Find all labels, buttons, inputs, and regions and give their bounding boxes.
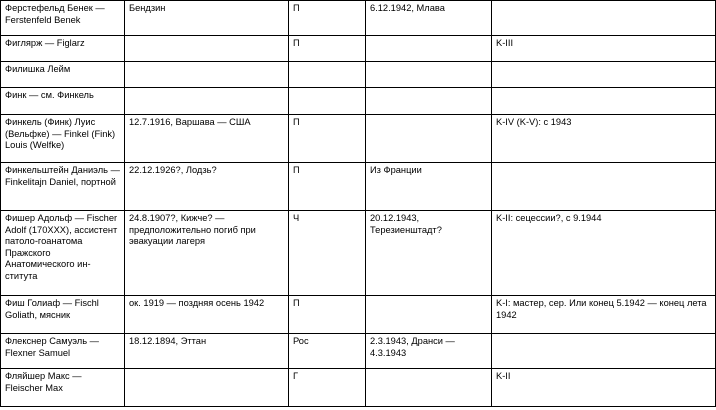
cell-category: Рос [289,334,366,369]
table-row [1,36,716,62]
cell-category: П [289,163,366,211]
cell-arrival [366,369,492,407]
cell-arrival: 20.12.1943, Терезиенштадт? [366,211,492,296]
cell-notes [492,88,716,115]
cell-name: Филишка Лейм [1,62,125,88]
table-row [1,334,716,369]
cell-category: П [289,296,366,334]
cell-birth [125,36,289,62]
cell-arrival: 2.3.1943, Дранси — 4.3.1943 [366,334,492,369]
cell-category [289,88,366,115]
cell-notes: K-II [492,369,716,407]
cell-name: Финкельштейн Даниэль — Finkelitajn Daniel, портной [1,163,125,211]
cell-arrival [366,62,492,88]
cell-category: П [289,36,366,62]
cell-category: Ч [289,211,366,296]
cell-birth: 18.12.1894, Эттан [125,334,289,369]
cell-birth: 24.8.1907?, Кижче? — предположительно погиб при эвакуации лагеря [125,211,289,296]
cell-birth [125,62,289,88]
table-row [1,88,716,115]
cell-notes: K-II: сецессии?, с 9.1944 [492,211,716,296]
cell-name: Финк — см. Финкель [1,88,125,115]
cell-arrival: Из Франции [366,163,492,211]
cell-notes [492,163,716,211]
cell-name: Ферстефельд Бенек — Ferstenfeld Benek [1,1,125,36]
cell-notes [492,334,716,369]
cell-birth: 12.7.1916, Варшава — США [125,115,289,163]
table-row [1,115,716,163]
cell-notes: K-I: мастер, сер. Или конец 5.1942 — конец лета 1942 [492,296,716,334]
table-row [1,1,716,36]
cell-birth [125,369,289,407]
cell-arrival [366,296,492,334]
cell-birth: Бендзин [125,1,289,36]
cell-name: Фляйшер Макс — Fleischer Max [1,369,125,407]
cell-notes: K-IV (K-V): с 1943 [492,115,716,163]
cell-notes: K-III [492,36,716,62]
table-row [1,296,716,334]
cell-arrival [366,88,492,115]
table-row [1,369,716,407]
cell-category: П [289,115,366,163]
cell-notes [492,1,716,36]
cell-name: Фишер Адольф — Fischer Adolf (170XXX), ассистент патоло-гоанатома Пражского Анатомического ин-ститута [1,211,125,296]
table-row [1,163,716,211]
table-row [1,211,716,296]
cell-name: Финкель (Финк) Луис (Вельфке) — Finkel (Fink) Louis (Welfke) [1,115,125,163]
table-row [1,62,716,88]
cell-birth [125,88,289,115]
cell-arrival: 6.12.1942, Млава [366,1,492,36]
cell-birth: 22.12.1926?, Лодзь? [125,163,289,211]
cell-notes [492,62,716,88]
cell-name: Флекснер Самуэль — Flexner Samuel [1,334,125,369]
cell-arrival [366,36,492,62]
cell-category: Г [289,369,366,407]
cell-arrival [366,115,492,163]
cell-name: Фиглярж‎ — Figlarz [1,36,125,62]
cell-category: П [289,1,366,36]
cell-category [289,62,366,88]
cell-birth: ок. 1919 — поздняя осень 1942 [125,296,289,334]
cell-name: Фиш Голиаф — Fischl Goliath, мясник [1,296,125,334]
